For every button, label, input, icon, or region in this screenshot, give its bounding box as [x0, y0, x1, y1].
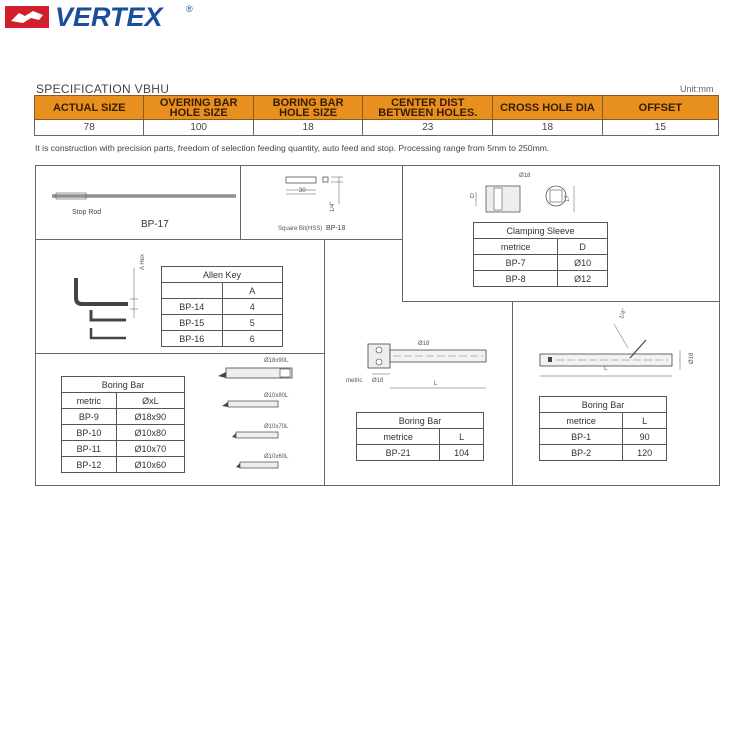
table-col-header: metrice: [357, 429, 440, 445]
boring-set-label: Ø10x70L: [264, 424, 289, 430]
bb12-dim-l: L: [604, 366, 608, 372]
table-col-header: metric: [62, 393, 117, 409]
clamping-dim-17: 17: [565, 195, 571, 202]
clamping-sleeve-table: [473, 222, 608, 287]
spec-value: 100: [144, 120, 253, 136]
table-row: [62, 425, 185, 441]
table-cell: BP-9: [62, 409, 117, 425]
table-col-header: L: [440, 429, 484, 445]
clamping-table-title: Clamping Sleeve: [474, 223, 608, 239]
logo-emblem: [5, 6, 49, 28]
spec-value-row: [35, 120, 719, 136]
bb12-table-title: Boring Bar: [540, 397, 667, 413]
spec-value: 23: [363, 120, 493, 136]
table-cell: BP-14: [162, 299, 223, 315]
table-row: [357, 445, 484, 461]
table-cell: BP-21: [357, 445, 440, 461]
allen-table-title: Allen Key: [162, 267, 283, 283]
table-cell: 4: [222, 299, 283, 315]
table-cell: BP-11: [62, 441, 117, 457]
table-cell: BP-10: [62, 425, 117, 441]
table-cell: Ø18x90: [116, 409, 184, 425]
spec-value: 15: [602, 120, 718, 136]
bb12-dim-18: Ø18: [689, 352, 695, 364]
table-cell: Ø10x60: [116, 457, 184, 473]
table-col-header: D: [558, 239, 608, 255]
boring-bar-set-drawing: [214, 364, 304, 480]
stop-rod-code: BP-17: [141, 219, 169, 230]
table-cell: BP-2: [540, 445, 623, 461]
vertex-logo: [5, 4, 195, 30]
square-bit-dim-quarter: 1/4": [330, 201, 336, 212]
spec-header: CENTER DIST BETWEEN HOLES.: [363, 96, 493, 120]
unit-label: Unit:mm: [680, 84, 714, 94]
divider: [402, 301, 719, 302]
table-row: [540, 429, 667, 445]
spec-header: ACTUAL SIZE: [35, 96, 144, 120]
divider: [36, 239, 402, 240]
boring-bar-set-table: [61, 376, 185, 473]
table-cell: BP-1: [540, 429, 623, 445]
table-row: [62, 409, 185, 425]
table-row: [474, 255, 608, 271]
table-cell: Ø10x80: [116, 425, 184, 441]
parts-frame: [35, 165, 720, 486]
boring-bar-21-table: [356, 412, 484, 461]
spec-table: [34, 95, 719, 136]
spec-header: CROSS HOLE DIA: [493, 96, 602, 120]
spec-title: SPECIFICATION VBHU: [36, 82, 170, 96]
registered-mark: ®: [186, 4, 193, 14]
table-cell: 120: [623, 445, 667, 461]
table-cell: Ø10: [558, 255, 608, 271]
table-cell: 104: [440, 445, 484, 461]
table-cell: Ø12: [558, 271, 608, 287]
allen-key-dim: A Hex: [140, 253, 146, 270]
divider: [402, 166, 403, 301]
stop-rod-caption: Stop Rod: [72, 209, 102, 216]
square-bit-drawing: [281, 174, 351, 230]
bb21-dim-18: Ø18: [418, 341, 430, 347]
divider: [36, 353, 324, 354]
table-cell: BP-12: [62, 457, 117, 473]
clamping-dim-d: D: [470, 194, 475, 200]
boring-bar-12-table: [539, 396, 667, 461]
table-col-header: [162, 283, 223, 299]
table-col-header: L: [623, 413, 667, 429]
table-cell: BP-15: [162, 315, 223, 331]
spec-header-row: [35, 96, 719, 120]
table-col-header: A: [222, 283, 283, 299]
table-cell: 5: [222, 315, 283, 331]
description-text: It is construction with precision parts, freedom of selection feeding quantity, auto feed and stop. Processing range from 5mm to 250mm.: [35, 143, 550, 153]
square-bit-code: BP-18: [326, 225, 346, 232]
table-cell: 90: [623, 429, 667, 445]
table-row: [162, 299, 283, 315]
table-col-header: ØxL: [116, 393, 184, 409]
table-row: [162, 331, 283, 347]
table-row: [162, 315, 283, 331]
stop-rod-drawing: [50, 190, 240, 202]
table-cell: Ø10x70: [116, 441, 184, 457]
table-row: [62, 457, 185, 473]
divider: [240, 166, 241, 239]
table-row: [540, 445, 667, 461]
divider: [512, 301, 513, 485]
spec-header: BORING BAR HOLE SIZE: [253, 96, 362, 120]
table-cell: 6: [222, 331, 283, 347]
bb21-table-title: Boring Bar: [357, 413, 484, 429]
clamping-dim-18: Ø18: [519, 173, 531, 179]
table-row: [474, 271, 608, 287]
table-row: [62, 441, 185, 457]
bb21-dim-l: L: [434, 381, 438, 387]
spec-value: 18: [253, 120, 362, 136]
boring-set-label: Ø10x80L: [264, 393, 289, 399]
boring-set-label: Ø18x90L: [264, 358, 289, 364]
bb21-dim-18b: Ø18: [372, 378, 384, 384]
table-col-header: metrice: [540, 413, 623, 429]
bb21-dim-metric: metric: [346, 378, 363, 384]
divider: [324, 239, 325, 485]
boring-set-title: Boring Bar: [62, 377, 185, 393]
square-bit-dim-30: 30: [299, 188, 306, 194]
table-cell: BP-7: [474, 255, 558, 271]
table-col-header: metrice: [474, 239, 558, 255]
logo-wordmark: VERTEX: [55, 2, 163, 32]
boring-bar-12-drawing: [534, 314, 704, 384]
spec-header: OVERING BAR HOLE SIZE: [144, 96, 253, 120]
table-cell: BP-8: [474, 271, 558, 287]
spec-value: 18: [493, 120, 602, 136]
spec-header: OFFSET: [602, 96, 718, 120]
square-bit-caption: Square Bit(HSS): [278, 226, 323, 232]
bb12-dim-quarter: 1/4": [619, 308, 629, 321]
table-cell: BP-16: [162, 331, 223, 347]
spec-value: 78: [35, 120, 144, 136]
boring-set-label: Ø10x60L: [264, 454, 289, 460]
allen-key-table: [161, 266, 283, 347]
